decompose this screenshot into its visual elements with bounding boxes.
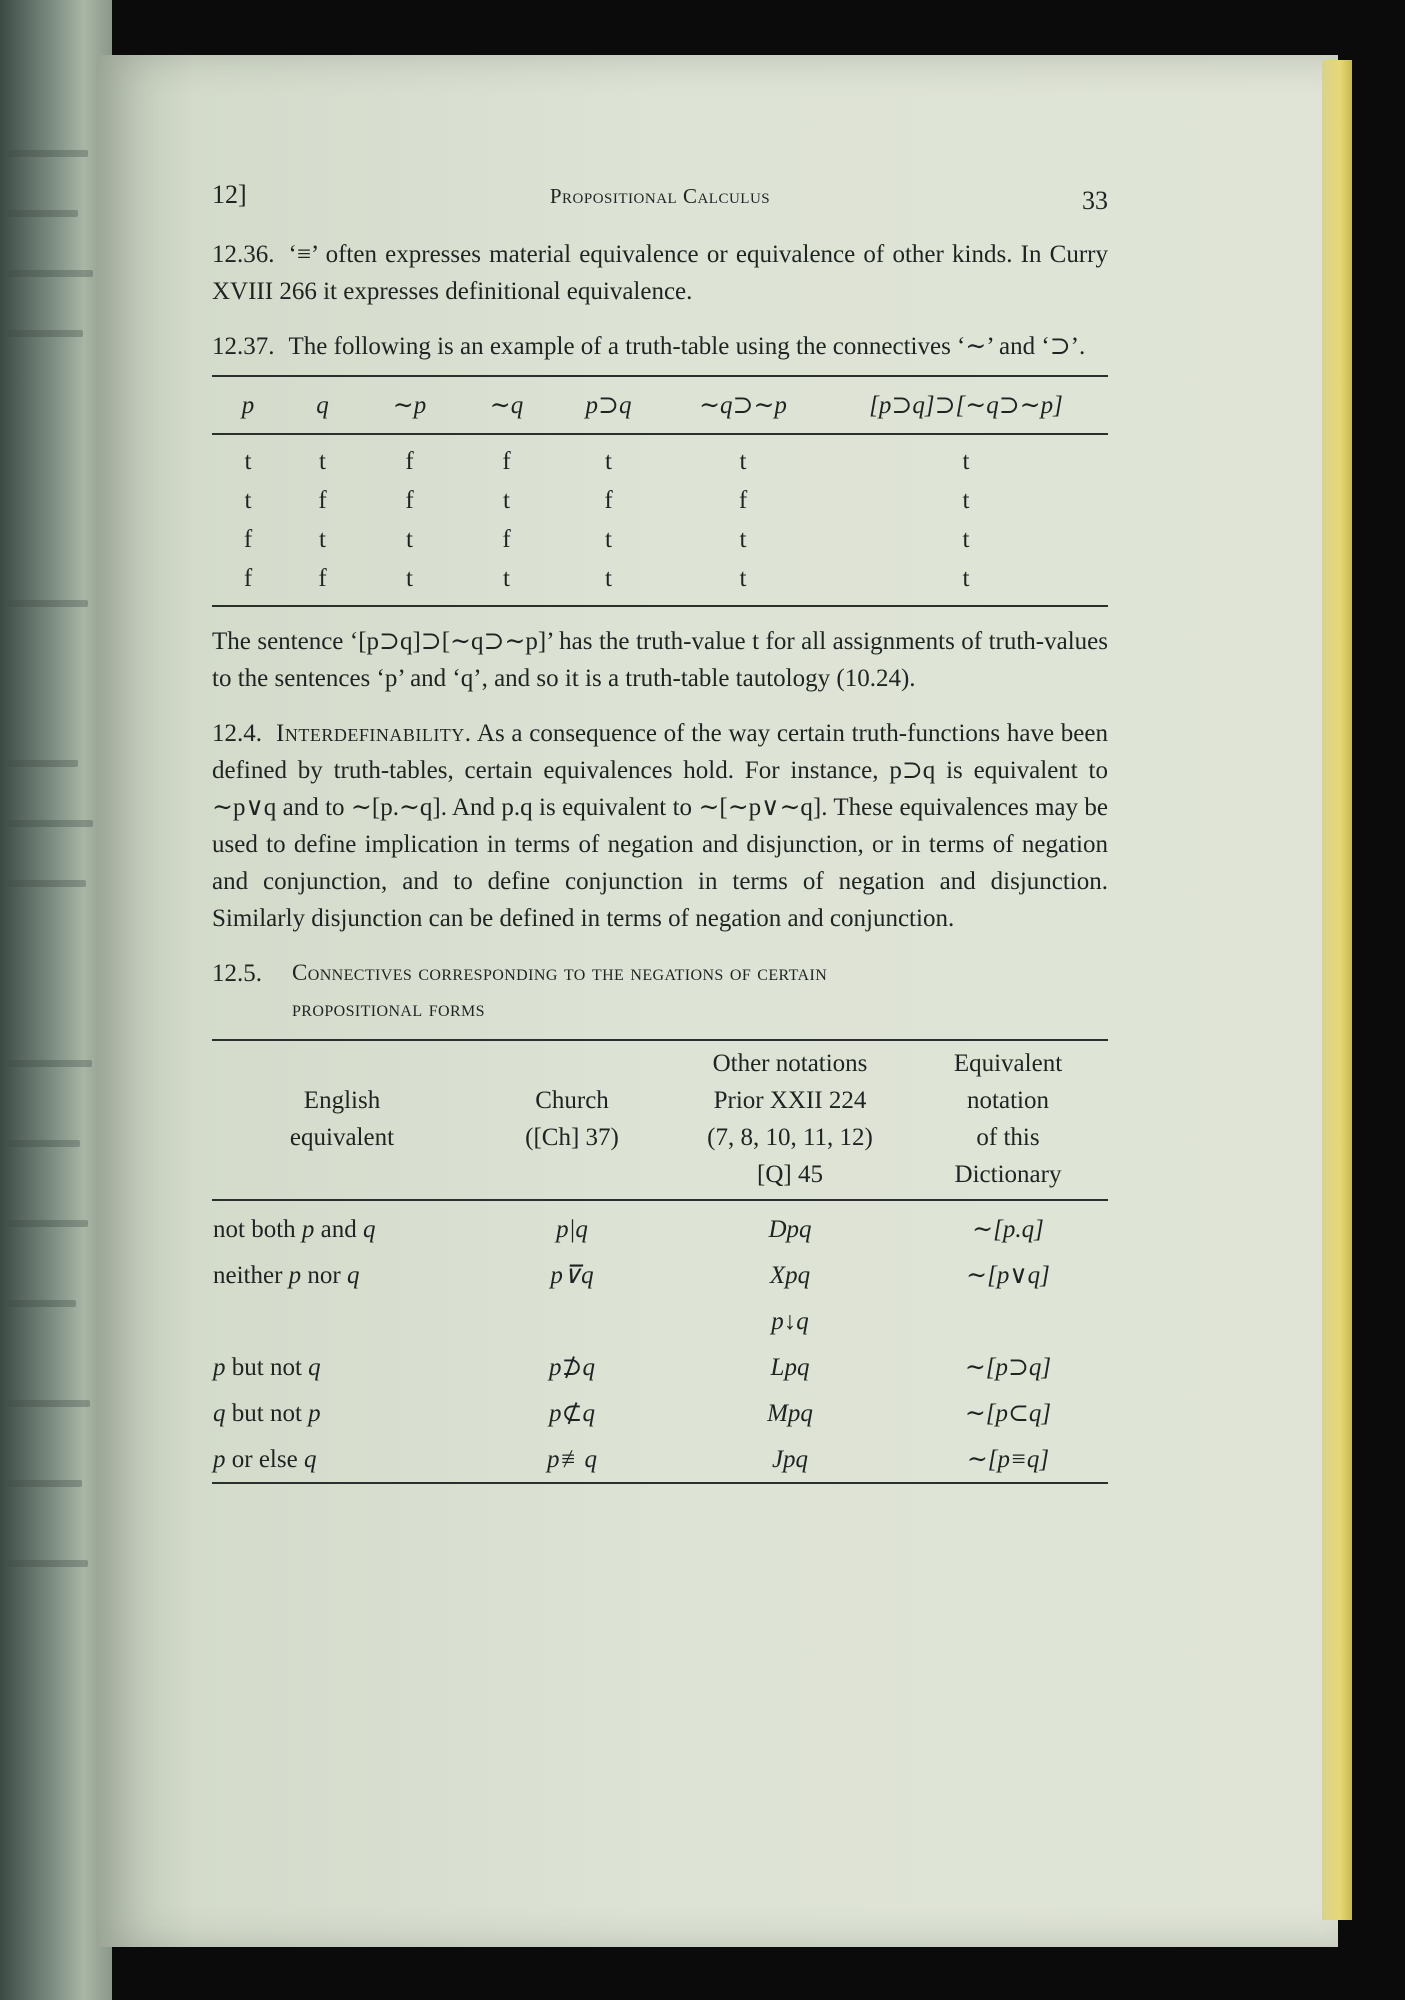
column-header-english bbox=[212, 1040, 472, 1200]
table-cell: t bbox=[406, 526, 413, 553]
section-12-5-heading bbox=[212, 955, 1108, 1027]
table-cell: t bbox=[739, 565, 747, 592]
header-line: Equivalent bbox=[953, 1050, 1063, 1077]
facing-page-text bbox=[8, 1140, 80, 1147]
english-equivalent bbox=[212, 1436, 472, 1483]
facing-page-text bbox=[8, 1560, 88, 1567]
dictionary-notation: ∼[p≡q] bbox=[966, 1445, 1050, 1473]
section-title-line: Connectives corresponding to the negations of certain bbox=[292, 960, 828, 985]
header-line: equivalent bbox=[289, 1124, 395, 1151]
other-notation: Xpq bbox=[769, 1261, 811, 1289]
variable: q bbox=[213, 1399, 226, 1427]
table-cell: t bbox=[244, 487, 252, 514]
column-header: q bbox=[284, 376, 361, 434]
facing-page-text bbox=[8, 210, 78, 217]
english-equivalent bbox=[212, 1344, 472, 1390]
facing-page-text bbox=[8, 150, 88, 157]
facing-page-text bbox=[8, 760, 78, 767]
table-cell: f bbox=[318, 565, 327, 592]
paragraph-truth-table-tautology: The sentence ‘[p⊃q]⊃[∼q⊃∼p]’ has the truth-value t for all assignments of truth-values to the sentences ‘p’ and ‘q’, and so it is a truth-table tautology (10.24). bbox=[212, 628, 1108, 692]
table-cell: f bbox=[405, 487, 414, 514]
church-notation: p⊅q bbox=[549, 1353, 595, 1381]
church-notation: p≢q bbox=[547, 1445, 597, 1473]
church-notation: p⊄q bbox=[549, 1399, 595, 1427]
table-cell: f bbox=[243, 526, 253, 553]
column-header: ∼p bbox=[361, 376, 458, 434]
section-number: 12.5. bbox=[212, 960, 262, 987]
table-cell: f bbox=[502, 448, 511, 475]
table-cell: t bbox=[605, 526, 612, 553]
paragraph-12-4 bbox=[212, 715, 1108, 937]
other-notation: Lpq bbox=[770, 1353, 810, 1381]
connectives-table bbox=[212, 1039, 1108, 1484]
table-cell: t bbox=[739, 448, 747, 475]
table-row bbox=[212, 1436, 1108, 1483]
dictionary-notation: ∼[p⊃q] bbox=[964, 1353, 1052, 1381]
header-line: of this bbox=[976, 1124, 1040, 1151]
variable: q bbox=[363, 1215, 376, 1243]
english-text: but not bbox=[225, 1353, 309, 1381]
english-equivalent bbox=[212, 1390, 472, 1436]
paragraph-text: The following is an example of a truth-table using the connectives ‘∼’ and ‘⊃’. bbox=[288, 333, 1086, 360]
paragraph-number: 12.37. bbox=[212, 333, 275, 360]
table-cell: t bbox=[319, 526, 326, 553]
table-row bbox=[212, 1252, 1108, 1298]
column-header: p bbox=[212, 376, 284, 434]
variable: p bbox=[213, 1445, 226, 1473]
table-cell: t bbox=[503, 487, 510, 514]
english-equivalent bbox=[212, 1298, 472, 1344]
variable: p bbox=[308, 1399, 321, 1427]
table-cell: t bbox=[962, 448, 970, 475]
connectives-table-header bbox=[212, 1040, 1108, 1200]
english-text: neither bbox=[213, 1261, 289, 1289]
section-heading: Interdefinability. bbox=[276, 720, 472, 747]
table-cell: f bbox=[738, 487, 748, 514]
header-line: (7, 8, 10, 11, 12) bbox=[707, 1124, 873, 1151]
table-row bbox=[212, 1344, 1108, 1390]
table-cell: t bbox=[962, 526, 970, 553]
column-header: ∼q⊃∼p bbox=[662, 376, 824, 434]
english-text: and bbox=[314, 1215, 364, 1243]
paragraph-text: ‘≡’ often expresses material equivalence or equivalence of other kinds. In Curry XVIII 266 it expresses definitional equivalence. bbox=[212, 241, 1108, 305]
dictionary-notation: ∼[p⊂q] bbox=[964, 1399, 1052, 1427]
english-text: nor bbox=[301, 1261, 347, 1289]
table-cell: t bbox=[244, 448, 252, 475]
english-text: or else bbox=[225, 1445, 304, 1473]
page-edge bbox=[1322, 60, 1352, 1920]
dictionary-notation: ∼[p∨q] bbox=[966, 1261, 1050, 1289]
header-line: English bbox=[303, 1087, 381, 1114]
header-line: Church bbox=[535, 1087, 609, 1114]
other-notation: p↓q bbox=[771, 1307, 809, 1335]
facing-page-text bbox=[8, 820, 93, 827]
english-text: but not bbox=[225, 1399, 309, 1427]
column-header: ∼q bbox=[458, 376, 555, 434]
table-cell: t bbox=[605, 565, 612, 592]
table-cell: f bbox=[243, 565, 253, 592]
table-cell: f bbox=[318, 487, 327, 514]
facing-page-text bbox=[8, 270, 93, 277]
section-title bbox=[292, 955, 827, 1027]
chapter-number: 12] bbox=[212, 180, 247, 209]
facing-page-text bbox=[8, 1220, 88, 1227]
column-header: [p⊃q]⊃[∼q⊃∼p] bbox=[824, 376, 1108, 434]
running-head bbox=[212, 176, 1108, 236]
paragraph-number: 12.4. bbox=[212, 720, 262, 747]
paragraph-12-36 bbox=[212, 236, 1108, 310]
paragraph-number: 12.36. bbox=[212, 241, 275, 268]
table-row bbox=[212, 559, 1108, 606]
table-row bbox=[212, 1200, 1108, 1252]
other-notation: Dpq bbox=[768, 1215, 812, 1243]
truth-table bbox=[212, 375, 1108, 607]
variable: q bbox=[347, 1261, 360, 1289]
table-cell: t bbox=[962, 487, 970, 514]
table-row bbox=[212, 1390, 1108, 1436]
other-notation: Jpq bbox=[771, 1445, 809, 1473]
table-cell: f bbox=[604, 487, 613, 514]
table-row bbox=[212, 434, 1108, 481]
truth-table-header bbox=[212, 376, 1108, 434]
running-title: Propositional Calculus bbox=[549, 184, 771, 208]
paragraph-text: As a consequence of the way certain truth-functions have been defined by truth-tables, certain equivalences hold. For instance, p⊃q is equivalent to ∼p∨q and to ∼[p.∼q]. And p.q is equivalent to ∼[∼p∨∼q]. These equivalences may be used to define implication in terms of negation and disjunction, or in terms of negation and conjunction, and to define conjunction in terms of negation and disjunction. Similarly disjunction can be defined in terms of negation and conjunction. bbox=[212, 720, 1108, 932]
table-row bbox=[212, 520, 1108, 559]
table-cell: t bbox=[962, 565, 970, 592]
table-cell: f bbox=[405, 448, 414, 475]
english-equivalent bbox=[212, 1200, 472, 1252]
table-cell: t bbox=[605, 448, 612, 475]
facing-page-text bbox=[8, 600, 88, 607]
english-text: not both bbox=[213, 1215, 302, 1243]
table-cell: t bbox=[739, 526, 747, 553]
facing-page-text bbox=[8, 880, 86, 887]
church-notation bbox=[472, 1298, 672, 1344]
facing-page-text bbox=[8, 330, 83, 337]
table-row bbox=[212, 481, 1108, 520]
table-cell: t bbox=[503, 565, 510, 592]
table-cell: t bbox=[406, 565, 413, 592]
header-line: notation bbox=[967, 1087, 1049, 1114]
header-line: [Q] 45 bbox=[757, 1161, 823, 1188]
variable: p bbox=[301, 1215, 315, 1243]
table-row bbox=[212, 1298, 1108, 1344]
column-header: p⊃q bbox=[555, 376, 662, 434]
facing-page-text bbox=[8, 1480, 82, 1487]
facing-page-text bbox=[8, 1400, 90, 1407]
table-cell: f bbox=[502, 526, 511, 553]
english-equivalent bbox=[212, 1252, 472, 1298]
column-header-church bbox=[472, 1040, 672, 1200]
other-notation: Mpq bbox=[767, 1399, 813, 1427]
variable: q bbox=[303, 1445, 317, 1473]
church-notation: p⊽q bbox=[550, 1261, 594, 1289]
column-header-other-notations bbox=[672, 1040, 908, 1200]
facing-page-text bbox=[8, 1300, 76, 1307]
table-cell: t bbox=[319, 448, 326, 475]
variable: p bbox=[213, 1353, 226, 1381]
dictionary-notation: ∼[p.q] bbox=[972, 1215, 1044, 1243]
page-number: 33 bbox=[1082, 186, 1108, 215]
church-notation: p|q bbox=[556, 1215, 588, 1243]
facing-page-text bbox=[8, 1060, 92, 1067]
dictionary-notation bbox=[908, 1298, 1108, 1344]
column-header-dictionary bbox=[908, 1040, 1108, 1200]
variable: p bbox=[288, 1261, 302, 1289]
header-line: Dictionary bbox=[954, 1161, 1062, 1188]
header-line: Other notations bbox=[712, 1050, 868, 1077]
header-line: ([Ch] 37) bbox=[525, 1124, 619, 1151]
header-line: Prior XXII 224 bbox=[713, 1087, 867, 1114]
section-title-line: propositional forms bbox=[292, 996, 485, 1021]
variable: q bbox=[308, 1353, 321, 1381]
paragraph-12-37 bbox=[212, 328, 1108, 365]
page-content bbox=[212, 176, 1108, 1484]
